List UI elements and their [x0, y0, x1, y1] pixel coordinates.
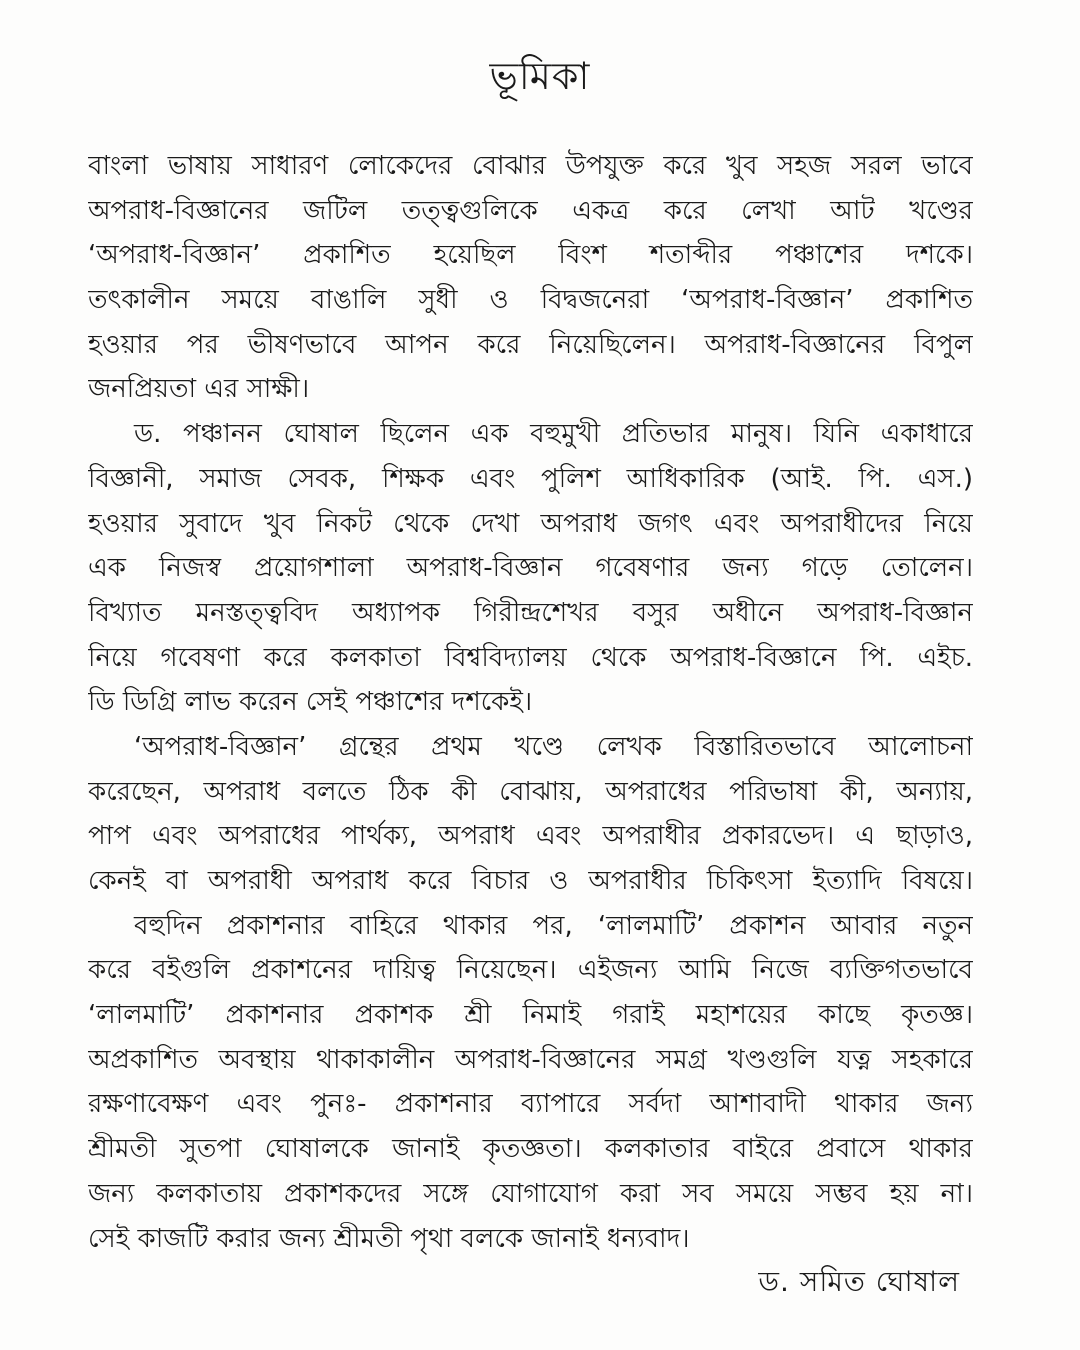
text-line: বিখ্যাত মনস্তত্ত্ববিদ অধ্যাপক গিরীন্দ্রশেখর বসুর অধীনে অপরাধ-বিজ্ঞান [88, 597, 973, 628]
text-line: ‘লালমাটি’ প্রকাশনার প্রকাশক শ্রী নিমাই গরাই মহাশয়ের কাছে কৃতজ্ঞ। [88, 1000, 973, 1031]
text-line: এক নিজস্ব প্রয়োগশালা অপরাধ-বিজ্ঞান গবেষণার জন্য গড়ে তোলেন। [88, 553, 973, 584]
text-line: করেছেন, অপরাধ বলতে ঠিক কী বোঝায়, অপরাধের পরিভাষা কী, অন্যায়, [88, 776, 973, 807]
author-signature: ড. সমিত ঘোষাল [758, 1265, 960, 1298]
text-line: জন্য কলকাতায় প্রকাশকদের সঙ্গে যোগাযোগ করা সব সময়ে সম্ভব হয় না। [88, 1178, 973, 1209]
text-line: রক্ষণাবেক্ষণ এবং পুনঃ- প্রকাশনার ব্যাপারে সর্বদা আশাবাদী থাকার জন্য [88, 1089, 973, 1120]
text-line: কেনই বা অপরাধী অপরাধ করে বিচার ও অপরাধীর চিকিৎসা ইত্যাদি বিষয়ে। [88, 866, 973, 896]
text-line: হওয়ার পর ভীষণভাবে আপন করে নিয়েছিলেন। অপরাধ-বিজ্ঞানের বিপুল [88, 329, 973, 360]
text-line: অপরাধ-বিজ্ঞানের জটিল তত্ত্বগুলিকে একত্র করে লেখা আট খণ্ডের [88, 195, 973, 226]
text-line: সেই কাজটি করার জন্য শ্রীমতী পৃথা বলকে জানাই ধন্যবাদ। [88, 1223, 690, 1254]
paragraph-4 [88, 904, 973, 1262]
paragraph-3 [88, 725, 973, 904]
text-line: ‘অপরাধ-বিজ্ঞান’ গ্রন্থের প্রথম খণ্ডে লেখক বিস্তারিতভাবে আলোচনা [134, 731, 973, 762]
page-title: ভূমিকা [489, 54, 591, 98]
text-line: নিয়ে গবেষণা করে কলকাতা বিশ্ববিদ্যালয় থেকে অপরাধ-বিজ্ঞানে পি. এইচ. [88, 642, 973, 673]
body-text [88, 144, 973, 1261]
text-line: হওয়ার সুবাদে খুব নিকট থেকে দেখা অপরাধ জগৎ এবং অপরাধীদের নিয়ে [88, 508, 973, 539]
text-line: জনপ্রিয়তা এর সাক্ষী। [88, 374, 310, 405]
text-line: বাংলা ভাষায় সাধারণ লোকেদের বোঝার উপযুক্ত করে খুব সহজ সরল ভাবে [88, 151, 973, 181]
text-line: তৎকালীন সময়ে বাঙালি সুধী ও বিদ্বজনেরা ‘অপরাধ-বিজ্ঞান’ প্রকাশিত [88, 285, 973, 316]
text-line: ‘অপরাধ-বিজ্ঞান’ প্রকাশিত হয়েছিল বিংশ শতাব্দীর পঞ্চাশের দশকে। [88, 240, 973, 271]
text-line: করে বইগুলি প্রকাশনের দায়িত্ব নিয়েছেন। এইজন্য আমি নিজে ব্যক্তিগতভাবে [88, 955, 973, 986]
text-line: বহুদিন প্রকাশনার বাহিরে থাকার পর, ‘লালমাটি’ প্রকাশন আবার নতুন [134, 910, 973, 941]
text-line: পাপ এবং অপরাধের পার্থক্য, অপরাধ এবং অপরাধীর প্রকারভেদ। এ ছাড়াও, [88, 821, 973, 852]
text-line: ডি ডিগ্রি লাভ করেন সেই পঞ্চাশের দশকেই। [88, 687, 533, 718]
paragraph-1 [88, 144, 973, 412]
paragraph-2 [88, 412, 973, 725]
text-line: শ্রীমতী সুতপা ঘোষালকে জানাই কৃতজ্ঞতা। কলকাতার বাইরে প্রবাসে থাকার [88, 1134, 973, 1165]
text-line: ড. পঞ্চানন ঘোষাল ছিলেন এক বহুমুখী প্রতিভার মানুষ। যিনি একাধারে [134, 419, 973, 450]
text-line: বিজ্ঞানী, সমাজ সেবক, শিক্ষক এবং পুলিশ আধিকারিক (আই. পি. এস.) [88, 463, 973, 494]
text-line: অপ্রকাশিত অবস্থায় থাকাকালীন অপরাধ-বিজ্ঞানের সমগ্র খণ্ডগুলি যত্ন সহকারে [88, 1044, 973, 1075]
